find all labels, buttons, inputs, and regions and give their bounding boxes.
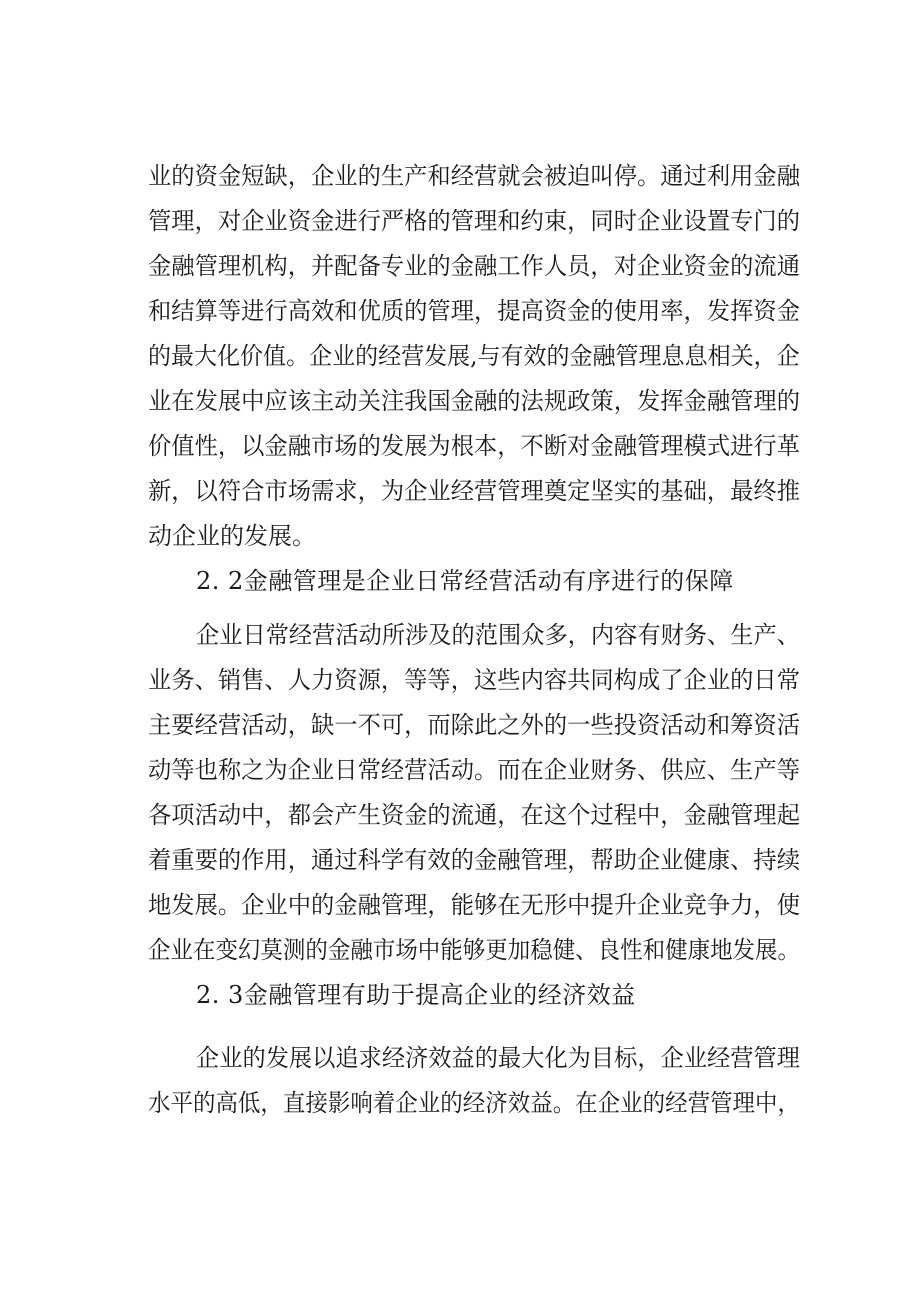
- text-line: 业务、销售、人力资源，等等，这些内容共同构成了企业的日常: [148, 666, 800, 694]
- section-heading-2-3: 2. 3金融管理有助于提高企业的经济效益: [196, 981, 636, 1009]
- text-line: 和结算等进行高效和优质的管理，提高资金的使用率，发挥资金: [148, 297, 800, 325]
- text-line: 的最大化价值。企业的经营发展,与有效的金融管理息息相关，企: [148, 342, 800, 370]
- text-line: 新，以符合市场需求，为企业经营管理奠定坚实的基础，最终推: [148, 477, 800, 505]
- text-line: 企业日常经营活动所涉及的范围众多，内容有财务、生产、: [196, 621, 800, 649]
- text-line: 各项活动中，都会产生资金的流通，在这个过程中，金融管理起: [148, 801, 800, 829]
- text-line: 企业在变幻莫测的金融市场中能够更加稳健、良性和健康地发展。: [148, 936, 801, 964]
- text-line: 业在发展中应该主动关注我国金融的法规政策，发挥金融管理的: [148, 387, 800, 415]
- text-line: 水平的高低，直接影响着企业的经济效益。在企业的经营管理中，: [148, 1089, 801, 1117]
- text-line: 金融管理机构，并配备专业的金融工作人员，对企业资金的流通: [148, 252, 800, 280]
- text-line: 企业的发展以追求经济效益的最大化为目标，企业经营管理: [196, 1044, 800, 1072]
- text-line: 地发展。企业中的金融管理，能够在无形中提升企业竞争力，使: [148, 891, 800, 919]
- text-line: 着重要的作用，通过科学有效的金融管理，帮助企业健康、持续: [148, 846, 800, 874]
- text-line: 管理，对企业资金进行严格的管理和约束，同时企业设置专门的: [148, 207, 800, 235]
- text-line: 主要经营活动，缺一不可，而除此之外的一些投资活动和筹资活: [148, 711, 800, 739]
- text-line: 动企业的发展。: [148, 522, 316, 550]
- text-line: 动等也称之为企业日常经营活动。而在企业财务、供应、生产等: [148, 756, 800, 784]
- text-line: 业的资金短缺，企业的生产和经营就会被迫叫停。通过利用金融: [148, 162, 800, 190]
- text-line: 价值性，以金融市场的发展为根本，不断对金融管理模式进行革: [148, 432, 800, 460]
- section-heading-2-2: 2. 2金融管理是企业日常经营活动有序进行的保障: [196, 567, 734, 595]
